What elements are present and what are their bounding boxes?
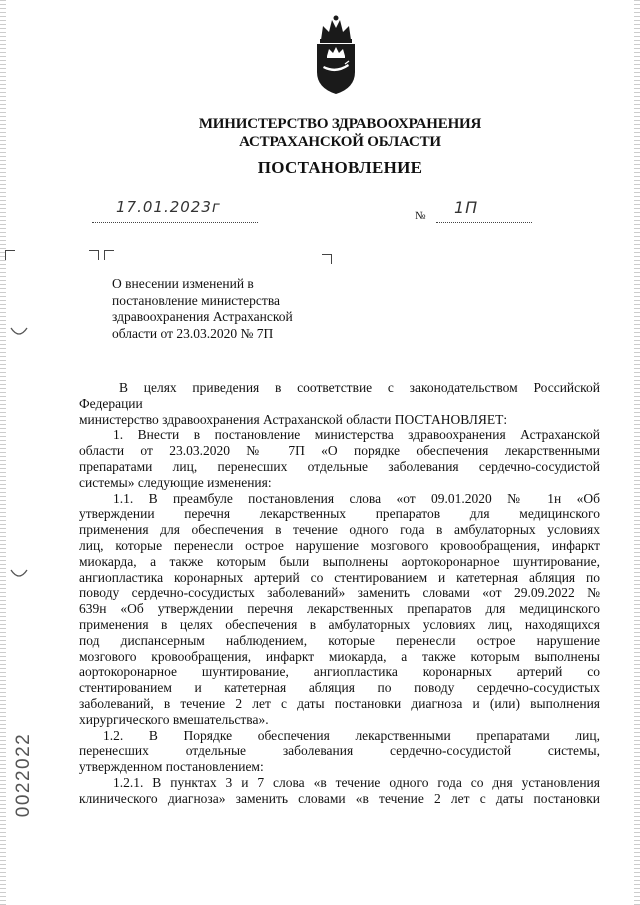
date-field: [92, 198, 258, 223]
document-body: [79, 380, 600, 807]
body-line: поводу сердечно-сосудистых заболеваний» заменить словами «от 29.09.2022 №: [79, 585, 600, 601]
body-line: применения для обеспечения в течение одного года в амбулаторных условиях: [79, 522, 600, 538]
scan-edge-right: [634, 0, 640, 905]
body-line: миокарда, а также которым были выполнены аортокоронарное шунтирование,: [79, 553, 600, 569]
handwritten-date: 17.01.2023г: [116, 198, 221, 216]
ministry-name-line1: МИНИСТЕРСТВО ЗДРАВООХРАНЕНИЯ: [198, 116, 482, 132]
body-line: лиц, которые перенесли острое нарушение мозгового кровообращения, инфаркт: [79, 537, 600, 553]
body-line: 1.2.1. В пунктах 3 и 7 слова «в течение одного года со дня установления: [113, 774, 600, 790]
body-line: хирургического вмешательства».: [79, 711, 269, 727]
number-sign: №: [415, 210, 426, 222]
subject-line: О внесении изменений в: [112, 276, 254, 291]
body-line: утверждении перечня лекарственных препаратов для медицинского: [79, 506, 600, 522]
body-line: Федерации: [79, 395, 143, 411]
registration-side-stamp: 0022022: [13, 732, 35, 818]
number-field: [436, 198, 532, 223]
body-line: применения в целях обеспечения в амбулаторных условиях лиц, находящихся: [79, 616, 600, 632]
body-line: клинического диагноза» заменить словами «в течение 2 лет с даты постановки: [79, 790, 600, 806]
body-line: 639н «Об утверждении перечня лекарственных препаратов для медицинского: [79, 601, 600, 617]
handwritten-number: 1П: [454, 198, 479, 217]
subject-line: здравоохранения Астраханской: [112, 309, 293, 324]
subject-line: области от 23.03.2020 № 7П: [112, 325, 274, 341]
body-line: мозгового кровообращения, инфаркт миокарда, а также которым выполнены: [79, 648, 600, 664]
body-line: ангиопластика коронарных артерий со стентированием и катетерная абляция по: [79, 569, 600, 585]
document-type-title: ПОСТАНОВЛЕНИЕ: [257, 158, 423, 177]
body-line: аортокоронарное шунтирование, ангиопластика коронарных артерий со: [79, 664, 600, 680]
body-line: стентированием и катетерная абляция по поводу сердечно-сосудистых: [79, 680, 600, 696]
body-line: системы» следующие изменения:: [79, 474, 272, 490]
body-line: министерство здравоохранения Астраханской области ПОСТАНОВЛЯЕТ:: [79, 411, 508, 427]
punch-hole-mark-icon: [10, 326, 28, 338]
body-line: В целях приведения в соответствие с законодательством Российской: [119, 380, 600, 395]
corner-mark-left-end: [89, 250, 99, 260]
body-line: препаратами лиц, перенесших отдельные заболевания сердечно-сосудистой: [79, 458, 600, 474]
corner-mark-subject-end: [322, 254, 332, 264]
body-line: перенесших отдельные заболевания сердечно-сосудистой системы,: [79, 743, 600, 759]
body-line: под диспансерным наблюдением, которые перенесли острое нарушение: [79, 632, 600, 648]
corner-mark-left-start: [5, 250, 15, 260]
body-line: 1. Внести в постановление министерства здравоохранения Астраханской: [113, 427, 600, 443]
ministry-name-line2: АСТРАХАНСКОЙ ОБЛАСТИ: [239, 134, 441, 150]
body-line: 1.2. В Порядке обеспечения лекарственными препаратами лиц,: [103, 727, 600, 743]
body-line: области от 23.03.2020 № 7П «О порядке обеспечения лекарственными: [79, 443, 600, 459]
body-line: утвержденном постановлением:: [79, 759, 264, 775]
body-line: заболеваний, в течение 2 лет с даты постановки диагноза и (или) выполнения: [79, 695, 600, 711]
body-line: 1.1. В преамбуле постановления слова «от 09.01.2020 № 1н «Об: [113, 490, 600, 506]
coat-of-arms-icon: [309, 14, 363, 96]
scan-edge-left: [0, 0, 6, 905]
corner-mark-subject-start: [104, 250, 114, 260]
subject-block: [112, 276, 352, 342]
punch-hole-mark-icon: [10, 568, 28, 580]
subject-line: постановление министерства: [112, 292, 281, 308]
